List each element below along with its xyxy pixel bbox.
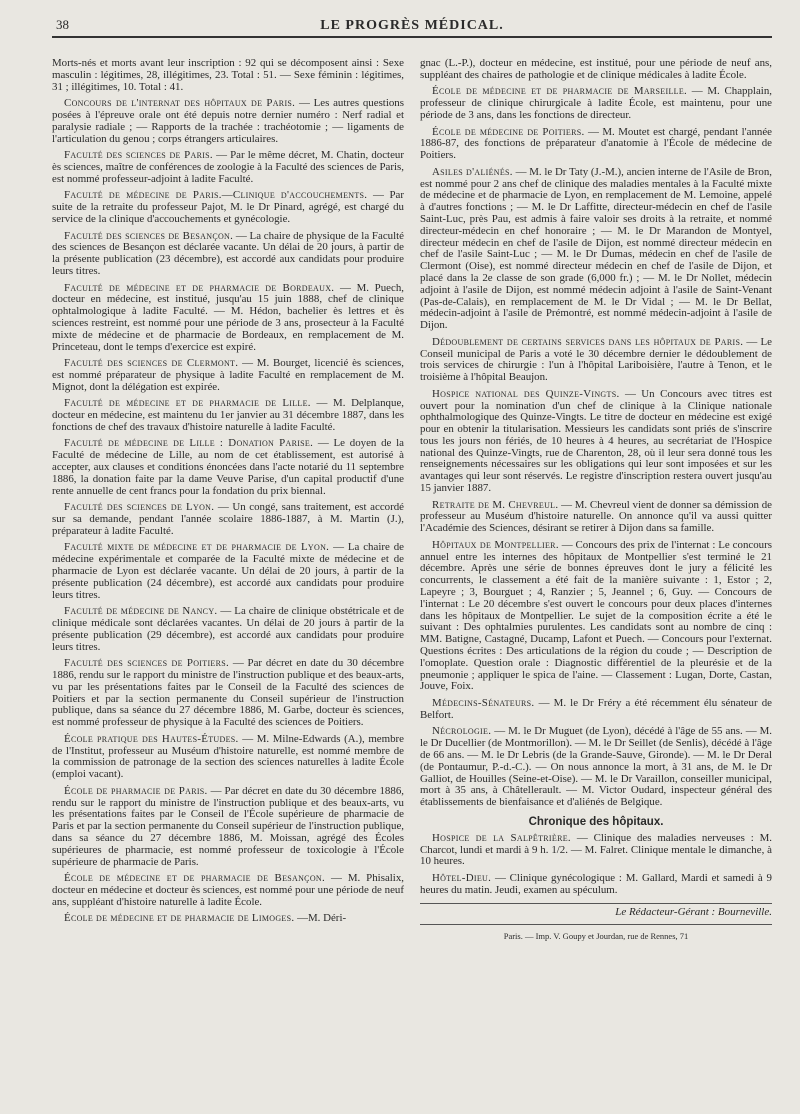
news-item-heading: Faculté mixte de médecine et de pharmacie de Lyon.: [64, 541, 330, 554]
news-item-text: — M. Chevreul vient de donner sa démission de professeur au Muséum d'histoire naturelle. On annonce qu'il va aussi quitter l'Académie des Sciences, désirant se retirer à Dijon dans sa famille.: [420, 498, 772, 535]
news-item-heading: École de médecine et de pharmacie de Besançon.: [64, 872, 325, 885]
news-item-heading: Faculté des sciences de Besançon.: [64, 229, 234, 242]
news-item-deaths: [52, 58, 404, 93]
news-item-text: — Par le même décret, M. Chatin, docteur ès sciences, maître de conférences de zoologie à la Faculté des sciences de Paris, est nommé professeur-adjoint à ladite Faculté.: [52, 149, 404, 185]
news-item-heading: École de pharmacie de Paris.: [64, 784, 208, 797]
news-item-heading: Nécrologie.: [432, 725, 492, 738]
news-item-hautes-etudes: [52, 734, 404, 781]
news-item-text: — Concours des prix de l'internat : Le concours annuel entre les internes des hôpitaux de Montpellier s'est terminé le 21 décembre. Après une série de bonnes épreuves dont le jury a félicité les concurrents, le classement a été fait de la manière suivante : 1, Estor ; 2, Lapeyre ; 3, Bourguet ; 4, Ranzier ; 5, Jeannel ; 6, Guy. — Concours de l'internat : Le 20 décembre s'est ouvert le concours pour deux places d'internes dans les hôpitaux de Montpellier. Le sujet de la composition écrite a été le suivant : Des ophtalmies purulentes. Les candidats sont au nombre de cinq : MM. Batigne, Castagné, Ducamp, Lafont et Puech. — Concours pour l'externat. Questions écrites : Des articulations de la région du coude ; — Description de l'omoplate. Question orale : Diagnostic différentiel de la pleurésie et de la pneumonie ; appliquer le spica de l'aine. — Classement : Lugan, Dorte, Castan, Jouve, Foix.: [420, 538, 772, 693]
news-item-fac-lille-donation: [52, 438, 404, 497]
news-item-heading: Dédoublement de certains services dans les hôpitaux de Paris.: [432, 335, 744, 348]
separator-line: [420, 903, 772, 904]
news-item-text: — Clinique gynécologique : M. Gallard, Mardi et samedi à 9 heures du matin. Jeudi, examen au spéculum.: [420, 871, 772, 896]
left-column: [52, 58, 404, 943]
news-item-text: — Clinique des maladies nerveuses : M. Charcot, lundi et mardi à 9 h. 1/2. — M. Falret. Clinique mentale le dimanche, à 10 heures.: [420, 831, 773, 868]
news-item-heading: Asiles d'aliénés.: [432, 165, 513, 178]
news-item-text: — M. Bourget, licencié ès sciences, est nommé préparateur de physique à ladite Faculté en remplacement de M. Mignot, dont la délégation est expirée.: [52, 357, 404, 393]
news-item-asiles: [420, 167, 772, 332]
right-column-items: [420, 58, 772, 809]
news-item-quinze-vingts: [420, 389, 772, 495]
news-item-heading: Faculté de médecine de Paris.—Clinique d'accouchements.: [64, 189, 368, 202]
news-item-text: Morts-nés et morts avant leur inscription : 92 qui se décomposent ainsi : Sexe masculin : légitimes, 28, illégitimes, 23. Total : 51. — Sexe féminin : légitimes, 31 ; illégitimes, 10. Total : 41.: [52, 57, 404, 93]
news-item-heading: École de médecine et de pharmacie de Limoges.: [64, 912, 295, 925]
news-item-text: — M. Phisalix, docteur en médecine et docteur ès sciences, est nommé pour une période de neuf ans, suppléant d'histoire naturelle à ladite École.: [52, 872, 404, 908]
news-item-heading: Hôpitaux de Montpellier.: [432, 538, 559, 551]
page-number: 38: [56, 17, 69, 32]
news-item-dedoublement: [420, 337, 772, 384]
news-item-text: — La chaire de physique de la Faculté des sciences de Besançon est déclarée vacante. Un délai de 20 jours, à partir de la présente publication (23 décembre), est accordé aux candidats pour produire leurs titres.: [52, 229, 404, 277]
news-item-text: — Un Concours avec titres est ouvert pour la nomination d'un chef de clinique à la Clinique nationale ophthalmologique des Quinze-Vingts. Le titre de docteur en médecine est exigé pour en obtenir la titularisation. Messieurs les candidats sont priés de s'inscrire tous les jours non fériés, de 10 heures à 4 heures, au secrétariat de l'Hospice national des Quinze-Vingts, rue de Charenton, 28, où il leur sera donné tous les renseignements nécessaires sur les obligations qui leur sont imposées et sur les avantages qui leur sont réservés. Le registre d'inscription restera ouvert jusqu'au 15 janvier 1887.: [420, 387, 772, 495]
chronique-title: Chronique des hôpitaux.: [528, 815, 664, 828]
news-item-senateurs: [420, 698, 772, 722]
news-item-text: —M. Déri-: [297, 912, 347, 925]
news-item-fac-clermont: [52, 358, 404, 393]
news-item-heading: Faculté des sciences de Lyon.: [64, 501, 215, 514]
news-item-fac-lille: [52, 398, 404, 433]
news-item-text: — Le doyen de la Faculté de médecine de Lille, au nom de cet établissement, est autorisé à accepter, aux clauses et conditions énoncées dans l'acte notarié du 11 septembre 1886, la donation faite par la dame Veuve Parise, d'un capital productif d'une rente annuelle de cent francs pour la fondation du prix biennal.: [52, 437, 404, 497]
news-item-fac-mixte-lyon: [52, 542, 404, 601]
news-item-heading: Retraite de M. Chevreul.: [432, 498, 559, 511]
editor-signature: Le Rédacteur-Gérant : Bourneville.: [615, 905, 772, 918]
news-item-heading: Faculté des sciences de Paris.: [64, 149, 213, 162]
news-item-text: — M. Moutet est chargé, pendant l'année 1886-87, des fonctions de préparateur d'anatomie à l'École de médecine de Poitiers.: [420, 125, 772, 162]
news-item-heading: Hospice national des Quinze-Vingts.: [432, 387, 620, 400]
text-columns: [52, 58, 772, 943]
news-item-salpetriere: [420, 833, 772, 868]
journal-title: LE PROGRÈS MÉDICAL.: [320, 18, 504, 33]
news-item-heading: Hôtel-Dieu.: [432, 871, 492, 884]
news-item-fac-bordeaux: [52, 283, 404, 354]
news-item-text: — Par suite de la retraite du professeur Pajot, M. le Dr Pinard, agrégé, est chargé du service de la clinique d'accouchements et gynécologie.: [52, 189, 404, 225]
news-item-montpellier: [420, 540, 772, 693]
news-item-text: — Le Conseil municipal de Paris a voté le 30 décembre dernier le dédoublement de trois services de chirurgie : l'un à l'hôpital Lariboisière, l'autre à Tenon, et le troisième à l'hôpital Beaujon.: [420, 335, 772, 384]
news-item-heading: Concours de l'internat des hôpitaux de Paris.: [64, 97, 296, 110]
news-item-ecole-limoges: [52, 913, 404, 925]
news-item-text: — M. le Dr Muguet (de Lyon), décédé à l'âge de 55 ans. — M. le Dr Ducellier (de Montmorillon). — M. le Dr Seillet (de Senlis), décédé à l'âge de 66 ans. — M. le Dr Lebris (de la Grande-Sauve, Gironde). — M. le Dr Deral (de Pontaumur, P.-d.-C.). — On nous annonce la mort, à 31 ans, de M. le Dr Galliot, de Houilles (Seine-et-Oise). — M. le Dr Varaillon, conseiller municipal, mort à 35 ans, à Châtellerault. — M. Victor Oudard, inspecteur général des établissements de bienfaisance et d'aliénés de Belgique.: [420, 725, 772, 809]
news-item-heading: Faculté de médecine et de pharmacie de Lille.: [64, 397, 311, 410]
news-item-text: — Par décret en date du 30 décembre 1886, rendu sur le rapport du ministre de l'instruction publique et des beaux-arts, vu les présentations faites par le Conseil de l'École supérieure de pharmacie de Paris et par la section permanente du Conseil supérieur de l'instruction publique, dans sa séance du 27 décembre 1886, M. Moissan, agrégé des Écoles supérieures de pharmacie, est nommé professeur de toxicologie à l'École supérieure de pharmacie de Paris.: [52, 784, 404, 868]
news-item-heading: Faculté des sciences de Clermont.: [64, 357, 239, 370]
news-item-hotel-dieu: [420, 873, 772, 897]
news-item-limoges-cont: [420, 58, 772, 82]
chronique-items: [420, 833, 772, 897]
news-item-heading: Faculté de médecine de Lille : Donation Parise.: [64, 437, 314, 450]
news-item-fac-nancy: [52, 606, 404, 653]
news-item-heading: École pratique des Hautes-Études.: [64, 732, 239, 745]
news-item-text: — M. Delplanque, docteur en médecine, est maintenu du 1er janvier au 31 décembre 1887, dans les fonctions de chef des travaux d'histoire naturelle à ladite Faculté.: [52, 397, 404, 433]
news-item-heading: Faculté de médecine et de pharmacie de Bordeaux.: [64, 281, 335, 294]
news-item-heading: Faculté des sciences de Poitiers.: [64, 657, 230, 670]
news-item-text: — Un congé, sans traitement, est accordé sur sa demande, pendant l'année scolaire 1886-1887, à M. Martin (J.), préparateur à ladite Faculté.: [52, 501, 404, 537]
news-item-text: — La chaire de clinique obstétricale et de clinique médicale sont déclarées vacantes. Un délai de 20 jours à partir de la présente publication (29 décembre), est accordé aux candidats pour produire leurs titres.: [52, 605, 404, 653]
news-item-fac-sciences-besancon: [52, 231, 404, 278]
news-item-concours-paris: [52, 98, 404, 145]
news-item-text: — M. le Dr Fréry a été récemment élu sénateur de Belfort.: [420, 697, 772, 721]
news-item-ecole-poitiers: [420, 127, 772, 162]
news-item-text: — M. le Dr Taty (J.-M.), ancien interne de l'Asile de Bron, est nommé pour 2 ans chef de clinique des maladies mentales à la Faculté mixte de médecine et de pharmacie de Lyon, en remplacement de M. Lemoine, appelé à d'autres fonctions ; — M. le Dr Laffitte, directeur-médecin en chef de l'asile Saint-Luc, près Pau, est admis à faire valoir ses droits à la retraite, et nommé directeur-médecin en chef honoraire ; — M. le Dr Marandon de Montyel, directeur médecin en chef de l'asile de Dijon, est nommé directeur médecin en chef de l'asile Saint-Luc ; — M. le Dr Dumas, médecin en chef de l'asile de Clermont (Oise), est nommé directeur médecin en chef de l'asile de Dijon, et placé dans la 2e classe de son grade (6,000 fr.) ; — M. le Dr Nollet, médecin adjoint à l'asile de Dijon, est nommé médecin adjoint à l'asile de Saint-Venant (Pas-de-Calais), en remplacement de M. le Dr Vidal ; — M. le Dr Bellat, médecin-adjoint à l'asile de Prémontré, est nommé médecin-adjoint à l'asile de Dijon.: [420, 165, 772, 332]
news-item-fac-lyon: [52, 502, 404, 537]
news-item-heading: Faculté de médecine de Nancy.: [64, 605, 218, 618]
page-header: [52, 14, 772, 38]
news-item-text: — M. Puech, docteur en médecine, est institué, jusqu'au 15 juin 1888, chef de clinique ophtalmologique à ladite Faculté. — M. Hédon, bachelier ès lettres et ès sciences restreint, est nommé pour une période de 3 ans, prosecteur à la Faculté mixte de médecine et de pharmacie de Bordeaux, en remplacement de M. Princeteau, dont le temps d'exercice est expiré.: [52, 281, 404, 353]
news-item-text: — Les autres questions posées à l'épreuve orale ont été depuis notre dernier numéro : Nerf radial et paralysie radiale ; — Rapports de la trachée : trachéotomie ; — ligaments de l'articulation du genou ; corps étrangers articulaires.: [52, 97, 404, 145]
news-item-text: — M. Milne-Edwards (A.), membre de l'Institut, professeur au Muséum d'histoire naturelle, est nommé membre de la commission de patronage de la section des sciences naturelles à ladite École (emploi vacant).: [52, 732, 405, 781]
news-item-fac-poitiers: [52, 658, 404, 729]
news-item-necrologie: [420, 726, 772, 809]
separator-line: [420, 924, 772, 925]
news-item-text: — La chaire de médecine expérimentale et comparée de la Faculté mixte de médecine et de pharmacie de Lyon est déclarée vacante. Un délai de 20 jours, à partir de la présente publication (24 décembre), est accordé aux candidats pour produire leurs titres.: [52, 541, 404, 601]
news-item-heading: École de médecine et de pharmacie de Marseille.: [432, 85, 688, 98]
news-item-chevreul: [420, 500, 772, 535]
news-item-text: — M. Chapplain, professeur de clinique chirurgicale à ladite École, est maintenu, pour une période de 3 ans, dans les fonctions de directeur.: [420, 85, 772, 121]
news-item-heading: Médecins-Sénateurs.: [432, 697, 535, 710]
right-column: [420, 58, 772, 943]
printer-imprint: Paris. — Imp. V. Goupy et Jourdan, rue de Rennes, 71: [503, 931, 689, 942]
news-item-fac-sciences-paris: [52, 150, 404, 185]
news-item-text: gnac (L.-P.), docteur en médecine, est institué, pour une période de neuf ans, suppléant des chaires de pathologie et de clinique médicales à ladite École.: [420, 57, 772, 81]
news-item-ecole-marseille: [420, 86, 772, 121]
news-item-pharmacie-paris: [52, 786, 404, 869]
news-item-text: — Par décret en date du 30 décembre 1886, rendu sur le rapport du ministre de l'instruction publique et des beaux-arts, vu par les présentations faites par le Conseil de la Faculté des sciences de Poitiers et par la section permanente du Conseil supérieur de l'instruction publique, dans sa séance du 27 décembre 1886, M. Garbe, docteur ès sciences, est nommé professeur de physique à la Faculté des sciences de Poitiers.: [52, 657, 404, 729]
news-item-heading: Hospice de la Salpêtrière.: [432, 831, 571, 844]
news-item-fac-med-paris: [52, 190, 404, 225]
news-item-heading: École de médecine de Poitiers.: [432, 125, 585, 138]
news-item-ecole-besancon: [52, 873, 404, 908]
